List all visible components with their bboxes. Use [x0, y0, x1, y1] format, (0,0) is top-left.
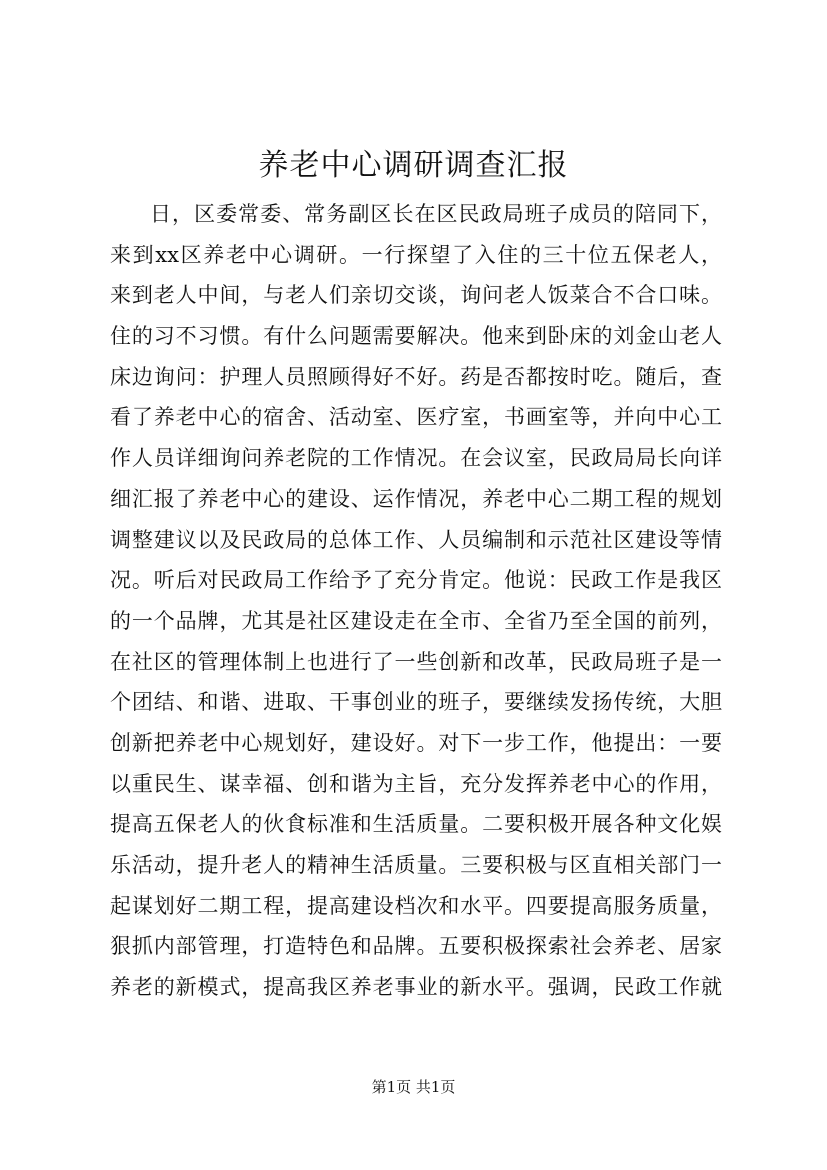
body-line: 养老的新模式，提高我区养老事业的新水平。强调，民政工作就 — [110, 975, 722, 1000]
document-title: 养老中心调研调查汇报 — [258, 148, 569, 183]
page-footer — [0, 1076, 827, 1098]
body-line: 乐活动，提升老人的精神生活质量。三要积极与区直相关部门一 — [110, 853, 722, 877]
body-line: 提高五保老人的伙食标准和生活质量。二要积极开展各种文化娱 — [110, 812, 722, 837]
body-line: 的一个品牌，尤其是社区建设走在全市、全省乃至全国的前列， — [110, 608, 722, 633]
body-line: 来到老人中间，与老人们亲切交谈，询问老人饭菜合不合口味。 — [110, 283, 722, 308]
body-line: 细汇报了养老中心的建设、运作情况，养老中心二期工程的规划 — [110, 486, 722, 511]
body-line: 个团结、和谐、进取、干事创业的班子，要继续发扬传统，大胆 — [110, 690, 722, 715]
document-body — [110, 194, 722, 1008]
body-line: 狠抓内部管理，打造特色和品牌。五要积极探索社会养老、居家 — [110, 934, 722, 959]
body-line: 况。听后对民政局工作给予了充分肯定。他说：民政工作是我区 — [110, 568, 722, 593]
body-line: 作人员详细询问养老院的工作情况。在会议室，民政局局长向详 — [110, 446, 722, 471]
body-line: 在社区的管理体制上也进行了一些创新和改革，民政局班子是一 — [110, 649, 722, 674]
body-line: 来到xx区养老中心调研。一行探望了入住的三十位五保老人， — [110, 242, 722, 267]
body-line: 调整建议以及民政局的总体工作、人员编制和示范社区建设等情 — [110, 527, 722, 552]
body-line: 床边询问：护理人员照顾得好不好。药是否都按时吃。随后，查 — [110, 364, 722, 389]
body-line: 起谋划好二期工程，提高建设档次和水平。四要提高服务质量， — [110, 893, 722, 918]
body-line: 看了养老中心的宿舍、活动室、医疗室，书画室等，并向中心工 — [110, 405, 722, 430]
page-number: 第1页 共1页 — [371, 1078, 456, 1096]
body-line: 以重民生、谋幸福、创和谐为主旨，充分发挥养老中心的作用， — [110, 771, 722, 796]
body-line: 日，区委常委、常务副区长在区民政局班子成员的陪同下， — [150, 202, 722, 226]
body-line: 创新把养老中心规划好，建设好。对下一步工作，他提出：一要 — [110, 730, 722, 755]
body-line: 住的习不习惯。有什么问题需要解决。他来到卧床的刘金山老人 — [110, 324, 722, 349]
